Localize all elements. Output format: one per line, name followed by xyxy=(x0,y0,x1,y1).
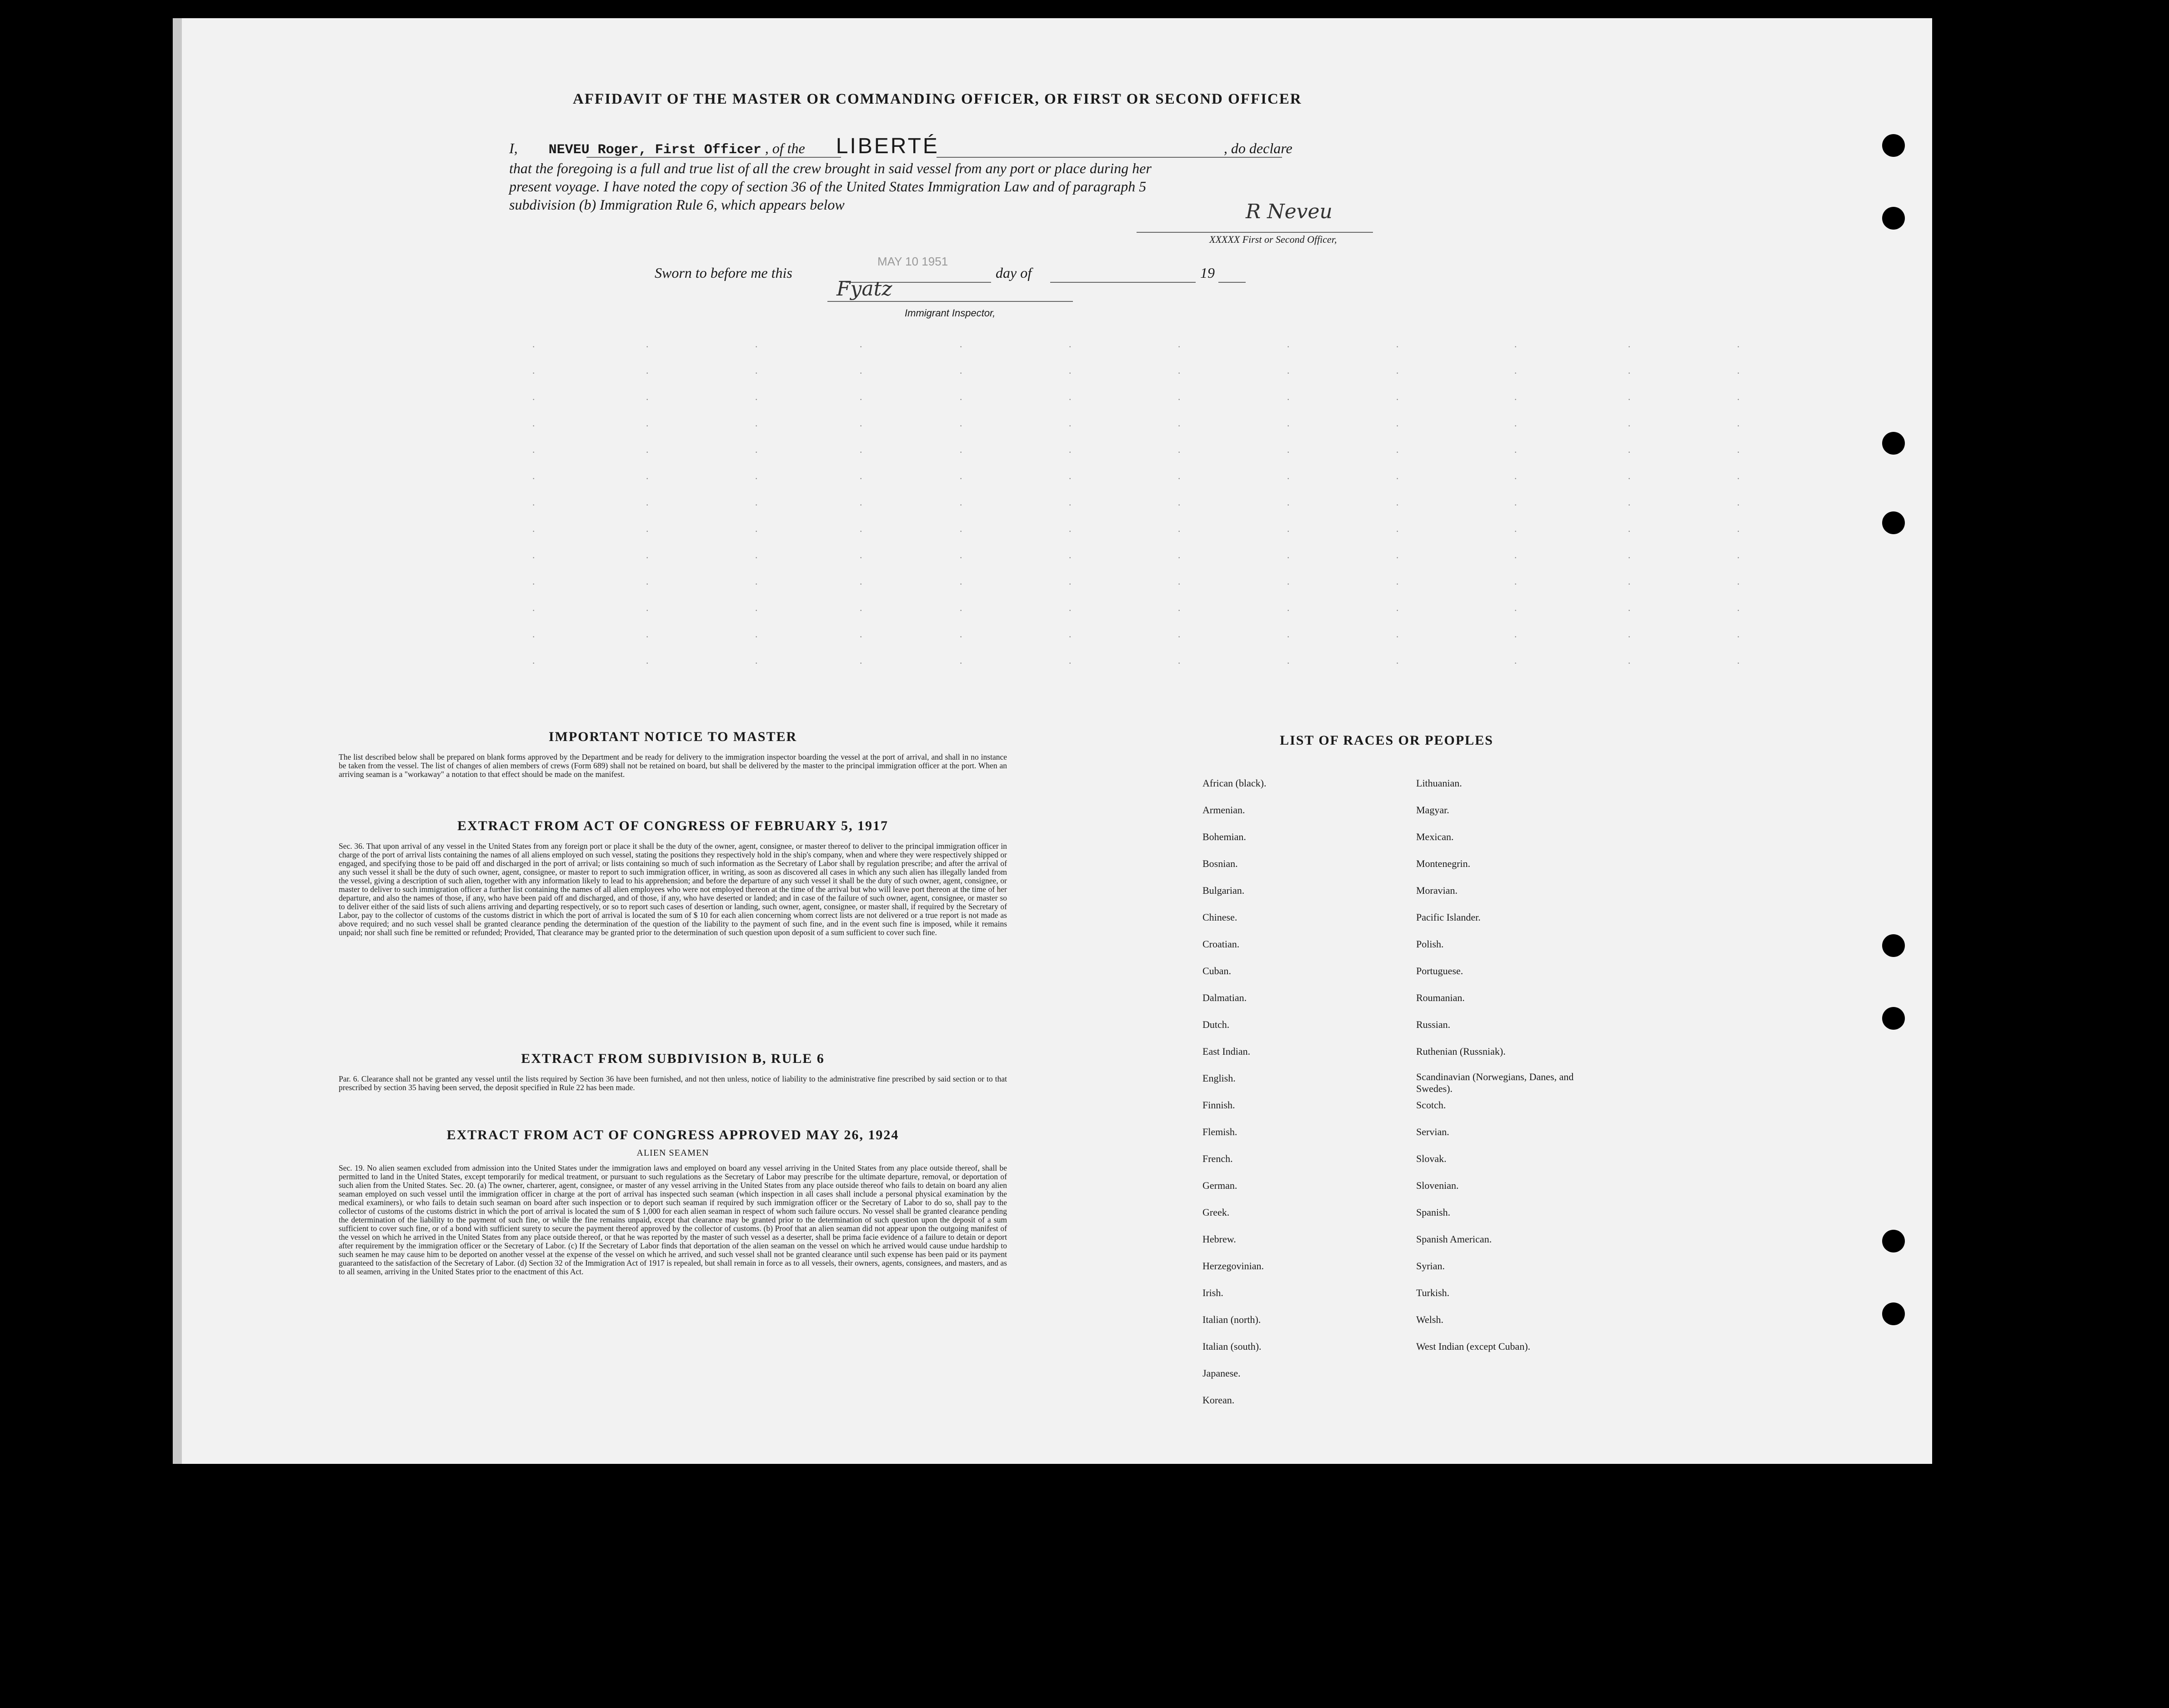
tick-mark: · xyxy=(859,526,863,537)
tick-mark: · xyxy=(1396,578,1399,590)
tick-mark: · xyxy=(755,499,758,511)
tick-mark: · xyxy=(959,420,963,431)
tick-mark: · xyxy=(646,394,649,405)
tick-mark: · xyxy=(1514,552,1518,563)
tick-mark: · xyxy=(1514,446,1518,458)
race-item: Korean. xyxy=(1202,1394,1235,1406)
tick-mark: · xyxy=(1628,341,1631,352)
punch-hole xyxy=(1882,1302,1905,1325)
punch-hole xyxy=(1882,1007,1905,1030)
punch-hole xyxy=(1882,432,1905,455)
affidavit-line-4: subdivision (b) Immigration Rule 6, which appears below xyxy=(509,196,845,213)
tick-mark: · xyxy=(1628,578,1631,590)
tick-mark: · xyxy=(646,420,649,431)
tick-mark: · xyxy=(1396,657,1399,669)
tick-mark: · xyxy=(755,473,758,484)
tick-mark: · xyxy=(755,526,758,537)
race-item: Dutch. xyxy=(1202,1019,1230,1030)
race-item: Spanish. xyxy=(1416,1207,1451,1218)
tick-mark: · xyxy=(1396,446,1399,458)
race-item: Magyar. xyxy=(1416,804,1449,816)
tick-mark: · xyxy=(1068,578,1072,590)
tick-mark: · xyxy=(755,605,758,616)
officer-label: XXXXX First or Second Officer, xyxy=(1209,234,1337,245)
tick-mark: · xyxy=(755,367,758,379)
race-item: Roumanian. xyxy=(1416,992,1465,1003)
of-the: , of the xyxy=(765,140,805,156)
day-of-label: day of xyxy=(996,265,1032,281)
tick-mark: · xyxy=(1737,526,1740,537)
race-item: English. xyxy=(1202,1072,1236,1084)
race-item: Hebrew. xyxy=(1202,1233,1236,1245)
tick-mark: · xyxy=(1068,341,1072,352)
race-item: Bulgarian. xyxy=(1202,885,1245,896)
race-item: Montenegrin. xyxy=(1416,858,1471,869)
tick-mark: · xyxy=(859,657,863,669)
tick-mark: · xyxy=(755,420,758,431)
tick-mark: · xyxy=(1287,394,1290,405)
tick-mark: · xyxy=(1068,473,1072,484)
tick-mark: · xyxy=(1737,473,1740,484)
tick-mark: · xyxy=(1737,631,1740,642)
tick-mark: · xyxy=(646,552,649,563)
tick-mark: · xyxy=(1737,657,1740,669)
tick-mark: · xyxy=(1737,552,1740,563)
race-item: Spanish American. xyxy=(1416,1233,1492,1245)
race-item: Flemish. xyxy=(1202,1126,1237,1137)
rule6-text: Par. 6. Clearance shall not be granted any vessel until the lists required by Section 36 have been furnished, and not then unless, notice of liability to the administrative fine prescribed by said section or to that prescribed by section 35 having been served, the deposit specified in Rule 22 has been made. xyxy=(339,1074,1007,1092)
punch-hole xyxy=(1882,1230,1905,1252)
tick-mark: · xyxy=(859,394,863,405)
race-item: Irish. xyxy=(1202,1287,1223,1298)
do-declare: , do declare xyxy=(1223,140,1292,156)
tick-mark: · xyxy=(1628,526,1631,537)
notice-text: The list described below shall be prepared on blank forms approved by the Department and be ready for delivery to the immigration inspector boarding the vessel at the port of arrival, and shall in no instance be taken from the vessel. The list of changes of alien members of crews (Form 689) shall not be retained on board, but shall be delivered by the master to the principal immigration officer at the port. When an arriving seaman is a "workaway" a notation to that effect should be made on the manifest. xyxy=(339,752,1007,779)
tick-mark: · xyxy=(1514,473,1518,484)
tick-mark: · xyxy=(959,631,963,642)
tick-mark: · xyxy=(532,631,536,642)
tick-mark: · xyxy=(1287,631,1290,642)
tick-mark: · xyxy=(755,578,758,590)
scan-edge xyxy=(173,18,182,1464)
act1924-subheading: ALIEN SEAMEN xyxy=(636,1148,709,1158)
tick-mark: · xyxy=(646,526,649,537)
tick-mark: · xyxy=(859,446,863,458)
tick-mark: · xyxy=(959,552,963,563)
race-item: Turkish. xyxy=(1416,1287,1450,1298)
tick-mark: · xyxy=(1737,605,1740,616)
race-item: Finnish. xyxy=(1202,1099,1235,1111)
tick-mark: · xyxy=(1068,446,1072,458)
tick-mark: · xyxy=(1177,394,1181,405)
punch-hole xyxy=(1882,934,1905,957)
tick-mark: · xyxy=(1287,446,1290,458)
race-item: Welsh. xyxy=(1416,1314,1443,1325)
race-item: Greek. xyxy=(1202,1207,1230,1218)
race-item: Scandinavian (Norwegians, Danes, and Swedes). xyxy=(1416,1071,1574,1094)
race-item: Italian (north). xyxy=(1202,1314,1261,1325)
race-item: Italian (south). xyxy=(1202,1341,1262,1352)
tick-mark: · xyxy=(1737,499,1740,511)
tick-mark: · xyxy=(646,605,649,616)
tick-mark: · xyxy=(1068,605,1072,616)
tick-mark: · xyxy=(755,446,758,458)
race-item: African (black). xyxy=(1202,777,1267,789)
race-item: Portuguese. xyxy=(1416,965,1463,977)
tick-mark: · xyxy=(532,526,536,537)
race-item: Armenian. xyxy=(1202,804,1245,816)
tick-mark: · xyxy=(1628,605,1631,616)
tick-mark: · xyxy=(646,341,649,352)
tick-mark: · xyxy=(1287,499,1290,511)
tick-mark: · xyxy=(1514,499,1518,511)
tick-mark: · xyxy=(859,499,863,511)
race-item: Dalmatian. xyxy=(1202,992,1247,1003)
tick-mark: · xyxy=(859,578,863,590)
tick-mark: · xyxy=(755,394,758,405)
tick-mark: · xyxy=(1628,552,1631,563)
race-item: West Indian (except Cuban). xyxy=(1416,1341,1531,1352)
tick-mark: · xyxy=(646,631,649,642)
tick-mark: · xyxy=(1396,394,1399,405)
race-item: Japanese. xyxy=(1202,1367,1241,1379)
rule6-heading: EXTRACT FROM SUBDIVISION B, RULE 6 xyxy=(521,1051,825,1066)
tick-mark: · xyxy=(1737,578,1740,590)
tick-mark: · xyxy=(959,473,963,484)
tick-mark: · xyxy=(859,473,863,484)
year-prefix: 19 xyxy=(1200,265,1215,281)
tick-mark: · xyxy=(1177,341,1181,352)
tick-mark: · xyxy=(859,420,863,431)
tick-mark: · xyxy=(1396,341,1399,352)
race-item: Scotch. xyxy=(1416,1099,1446,1111)
tick-mark: · xyxy=(532,473,536,484)
tick-mark: · xyxy=(1628,367,1631,379)
tick-mark: · xyxy=(1287,657,1290,669)
inspector-label: Immigrant Inspector, xyxy=(905,307,996,319)
tick-mark: · xyxy=(1737,367,1740,379)
tick-mark: · xyxy=(959,341,963,352)
tick-mark: · xyxy=(1396,631,1399,642)
tick-mark: · xyxy=(1514,578,1518,590)
tick-mark: · xyxy=(1737,341,1740,352)
tick-mark: · xyxy=(1514,420,1518,431)
tick-mark: · xyxy=(1514,657,1518,669)
sworn-label: Sworn to before me this xyxy=(655,265,792,281)
tick-mark: · xyxy=(1396,473,1399,484)
tick-mark: · xyxy=(959,526,963,537)
tick-mark: · xyxy=(532,657,536,669)
tick-mark: · xyxy=(532,341,536,352)
tick-mark: · xyxy=(1177,446,1181,458)
tick-mark: · xyxy=(1396,526,1399,537)
tick-mark: · xyxy=(532,605,536,616)
race-item: Croatian. xyxy=(1202,938,1240,950)
tick-mark: · xyxy=(1177,578,1181,590)
tick-mark: · xyxy=(1068,631,1072,642)
tick-mark: · xyxy=(1396,499,1399,511)
tick-mark: · xyxy=(1287,526,1290,537)
tick-mark: · xyxy=(1287,605,1290,616)
race-item: Moravian. xyxy=(1416,885,1458,896)
tick-mark: · xyxy=(859,631,863,642)
tick-mark: · xyxy=(1177,499,1181,511)
tick-mark: · xyxy=(1287,578,1290,590)
tick-mark: · xyxy=(1177,631,1181,642)
race-item: Cuban. xyxy=(1202,965,1231,977)
affidavit-title: AFFIDAVIT OF THE MASTER OR COMMANDING OFFICER, OR FIRST OR SECOND OFFICER xyxy=(573,91,1302,107)
race-item: Ruthenian (Russniak). xyxy=(1416,1046,1506,1057)
tick-mark: · xyxy=(1396,420,1399,431)
tick-mark: · xyxy=(532,578,536,590)
tick-mark: · xyxy=(1068,367,1072,379)
punch-hole xyxy=(1882,207,1905,230)
tick-mark: · xyxy=(1628,446,1631,458)
races-list-left xyxy=(1202,770,1375,1413)
tick-mark: · xyxy=(1177,367,1181,379)
tick-mark: · xyxy=(1514,341,1518,352)
affidavit-line-1 xyxy=(509,134,1292,159)
tick-mark: · xyxy=(1514,394,1518,405)
tick-mark: · xyxy=(959,578,963,590)
tick-mark: · xyxy=(1287,473,1290,484)
tick-mark: · xyxy=(755,341,758,352)
tick-mark: · xyxy=(1177,605,1181,616)
tick-mark: · xyxy=(532,394,536,405)
race-item: Bosnian. xyxy=(1202,858,1238,869)
tick-mark: · xyxy=(755,657,758,669)
tick-mark: · xyxy=(959,605,963,616)
tick-mark: · xyxy=(1068,420,1072,431)
tick-mark: · xyxy=(959,499,963,511)
tick-mark: · xyxy=(1287,341,1290,352)
race-item: German. xyxy=(1202,1180,1237,1191)
tick-mark: · xyxy=(1177,473,1181,484)
race-item: Slovak. xyxy=(1416,1153,1447,1164)
tick-mark: · xyxy=(1396,367,1399,379)
tick-mark: · xyxy=(859,341,863,352)
tick-mark: · xyxy=(1514,631,1518,642)
tick-mark: · xyxy=(1628,631,1631,642)
punch-hole xyxy=(1882,511,1905,534)
officer-name: NEVEU Roger, First Officer xyxy=(548,142,761,158)
tick-mark: · xyxy=(646,499,649,511)
date-stamp: MAY 10 1951 xyxy=(877,255,948,268)
tick-mark: · xyxy=(1514,367,1518,379)
tick-mark: · xyxy=(1628,420,1631,431)
tick-mark: · xyxy=(1396,605,1399,616)
tick-mark: · xyxy=(1068,657,1072,669)
race-item: Pacific Islander. xyxy=(1416,912,1481,923)
race-item: East Indian. xyxy=(1202,1046,1251,1057)
race-item: Servian. xyxy=(1416,1126,1449,1137)
tick-mark: · xyxy=(755,552,758,563)
tick-mark: · xyxy=(646,473,649,484)
race-item: Herzegovinian. xyxy=(1202,1260,1264,1272)
race-item: Bohemian. xyxy=(1202,831,1246,842)
tick-mark: · xyxy=(1514,526,1518,537)
tick-mark: · xyxy=(1737,420,1740,431)
affidavit-line-3: present voyage. I have noted the copy of section 36 of the United States Immigration Law and of paragraph 5 xyxy=(509,178,1147,195)
act1924-text: Sec. 19. No alien seamen excluded from admission into the United States under the immigration laws and employed on board any vessel arriving in the United States from any place outside thereof, shall be permitted to land in the United States, except temporarily for medical treatment, or pursuant to such regulations as the Secretary of Labor may prescribe for the ultimate departure, removal, or deportation of such alien from the United States. Sec. 20. (a) The owner, charterer, agent, consignee, or master of any vessel arriving in the United States from any place outside thereof who fails to detain on board any alien seaman employed on such vessel until the immigration officer in charge at the port of arrival has inspected such seaman (which inspection in all cases shall include a personal physical examination by the medical examiners), or who fails to detain such seaman on board after such inspection or to deport such seaman if required by such immigration officer or the Secretary of Labor to do so, shall pay to the collector of customs of the customs district in which the port of arrival is located the sum of $ 1,000 for each alien seaman in respect of whom such failure occurs. No vessel shall be granted clearance pending the determination of the liability to the payment of such fine, or while the fine remains unpaid, except that clearance may be granted prior to the determination of such question upon the deposit of a sum sufficient to cover such fine, or of a bond with sufficient surety to secure the payment thereof approved by the collector of customs. (b) Proof that an alien seaman did not appear upon the outgoing manifest of the vessel on which he arrived in the United States from any place outside thereof, or that he was reported by the master of such vessel as a deserter, shall be prima facie evidence of a failure to detain or deport after requirement by the immigration officer or the Secretary of Labor. (c) If the Secretary of Labor finds that deportation of the alien seaman on the vessel on which he arrived would cause undue hardship to such seamen he may cause him to be deported on another vessel at the expense of the vessel on which he arrived, and such vessel shall not be granted clearance until such expense has been paid or its payment guaranteed to the satisfaction of the Secretary of Labor. (d) Section 32 of the Immigration Act of 1917 is repealed, but shall remain in force as to all vessels, their owners, agents, consignees, and masters, and as to all seamen, arriving in the United States prior to the enactment of this Act. xyxy=(339,1163,1007,1276)
race-item: Mexican. xyxy=(1416,831,1454,842)
tick-mark: · xyxy=(532,367,536,379)
races-list-right xyxy=(1416,770,1589,1360)
tick-mark: · xyxy=(1177,420,1181,431)
race-item: Slovenian. xyxy=(1416,1180,1459,1191)
tick-mark: · xyxy=(646,657,649,669)
act1917-text: Sec. 36. That upon arrival of any vessel in the United States from any foreign port or place it shall be the duty of the owner, agent, consignee, or master thereof to deliver to the principal immigration officer in charge of the port of arrival lists containing the names of all aliens employed on such vessel, stating the positions they respectively hold in the ship's company, when and where they were respectively shipped or engaged, and specifying those to be paid off and discharged in the port of arrival; or lists containing so much of such information as the Secretary of Labor shall by regulation prescribe; and after the arrival of any such vessel it shall be the duty of such owner, agent, consignee, or master to report to such immigration officer, in writing, as soon as discovered all cases in which any such alien has illegally landed from the vessel, giving a description of such alien, together with any information likely to lead to his apprehension; and before the departure of any such vessel it shall be the duty of such owner, agent, consignee, or master to deliver to such immigration officer a further list containing the names of all alien employees who were not employed thereon at the time of the arrival but who will leave port thereon at the time of her departure, and also the names of those, if any, who have been paid off and discharged, and of those, if any, who have deserted or landed; and in case of the failure of such owner, agent, consignee, or master so to deliver either of the said lists of such aliens arriving and departing respectively, or so to report such cases of desertion or landing, such owner, agent, consignee, or master shall, if required by the Secretary of Labor, pay to the collector of customs of the customs district in which the port of arrival is located the sum of $ 10 for each alien concerning whom correct lists are not delivered or a true report is not made as above required; and no such vessel shall be granted clearance pending the determination of the question of the liability to the payment of such fine, and in the event such fine is imposed, while it remains unpaid; nor shall such fine be remitted or refunded; Provided, That clearance may be granted prior to the determination of such question upon deposit of a sum sufficient to cover such fine. xyxy=(339,841,1007,937)
tick-mark: · xyxy=(646,446,649,458)
tick-mark: · xyxy=(755,631,758,642)
act1917-heading: EXTRACT FROM ACT OF CONGRESS OF FEBRUARY 5, 1917 xyxy=(457,818,889,833)
tick-mark: · xyxy=(532,499,536,511)
act1924-heading: EXTRACT FROM ACT OF CONGRESS APPROVED MAY 26, 1924 xyxy=(446,1127,899,1142)
tick-mark: · xyxy=(959,367,963,379)
intro-i: I, xyxy=(509,140,518,156)
tick-mark: · xyxy=(1177,552,1181,563)
tick-mark: · xyxy=(1737,394,1740,405)
punch-hole xyxy=(1882,134,1905,157)
tick-mark: · xyxy=(959,394,963,405)
tick-mark: · xyxy=(1287,552,1290,563)
tick-mark: · xyxy=(859,605,863,616)
tick-mark: · xyxy=(532,552,536,563)
master-signature: R Neveu xyxy=(1246,200,1332,223)
tick-mark: · xyxy=(1737,446,1740,458)
tick-mark: · xyxy=(1514,605,1518,616)
tick-mark: · xyxy=(1177,657,1181,669)
affidavit-line-2: that the foregoing is a full and true list of all the crew brought in said vessel from any port or place during her xyxy=(509,160,1152,176)
tick-mark: · xyxy=(859,367,863,379)
race-item: Lithuanian. xyxy=(1416,777,1462,789)
races-heading: LIST OF RACES OR PEOPLES xyxy=(1280,733,1493,748)
tick-mark: · xyxy=(1628,394,1631,405)
tick-mark: · xyxy=(1068,394,1072,405)
tick-mark: · xyxy=(1628,473,1631,484)
tick-mark: · xyxy=(1287,420,1290,431)
tick-mark: · xyxy=(1068,499,1072,511)
race-item: Russian. xyxy=(1416,1019,1451,1030)
tick-mark: · xyxy=(532,446,536,458)
tick-mark: · xyxy=(532,420,536,431)
tick-mark: · xyxy=(1068,526,1072,537)
tick-mark: · xyxy=(1287,367,1290,379)
tick-mark: · xyxy=(859,552,863,563)
tick-mark: · xyxy=(959,657,963,669)
ship-name: LIBERTÉ xyxy=(836,134,939,158)
notice-heading: IMPORTANT NOTICE TO MASTER xyxy=(548,729,797,744)
inspector-signature: Fyatz xyxy=(837,277,892,301)
tick-mark: · xyxy=(1396,552,1399,563)
tick-mark: · xyxy=(1628,657,1631,669)
tick-mark: · xyxy=(1068,552,1072,563)
tick-mark: · xyxy=(646,367,649,379)
tick-mark: · xyxy=(959,446,963,458)
race-item: Syrian. xyxy=(1416,1260,1445,1272)
race-item: Chinese. xyxy=(1202,912,1237,923)
tick-mark: · xyxy=(1177,526,1181,537)
tick-mark: · xyxy=(646,578,649,590)
race-item: Polish. xyxy=(1416,938,1444,950)
tick-mark: · xyxy=(1628,499,1631,511)
race-item: French. xyxy=(1202,1153,1233,1164)
